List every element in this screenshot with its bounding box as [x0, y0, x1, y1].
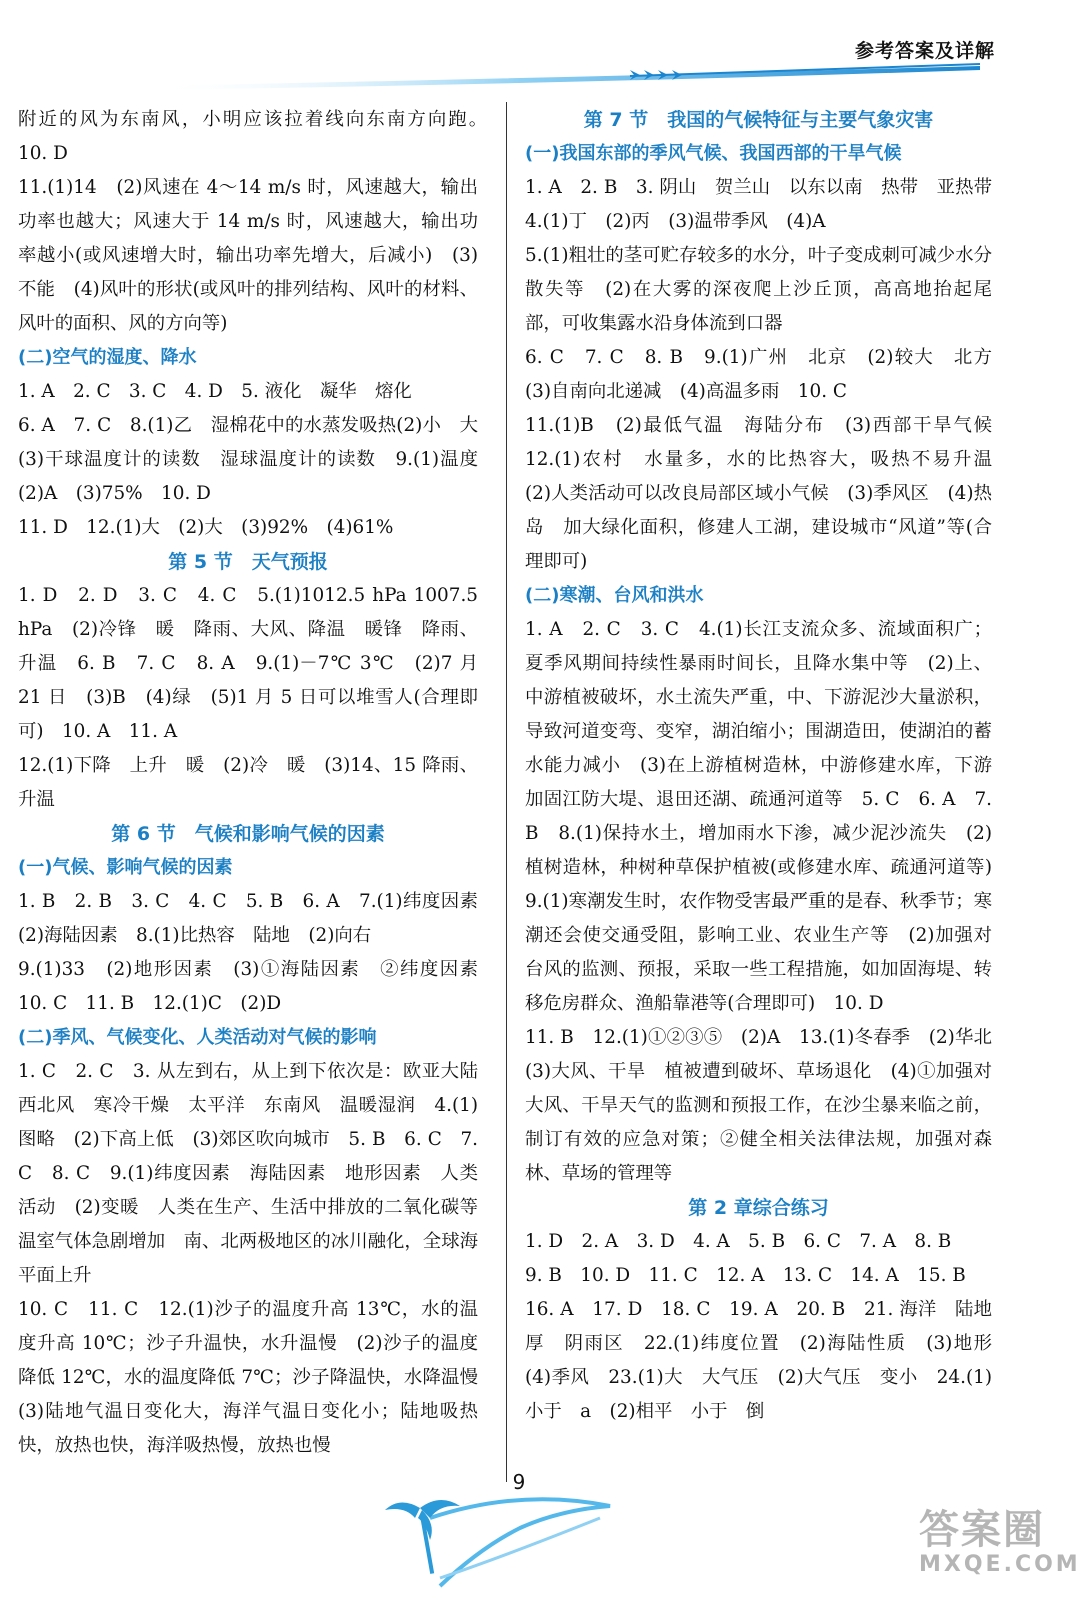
column-divider [506, 102, 507, 1482]
answer-paragraph: 附近的风为东南风，小明应该拉着线向东南方向跑。 10. D [18, 109, 497, 164]
answer-paragraph: 1. D 2. D 3. C 4. C 5.(1)1012.5 hPa 1007.5 hPa (2)冷锋 暖 降雨、大风、降温 暖锋 降雨、升温 6. B 7. C 8. A 9.(1)－7℃ 3℃ (2)7 月 21 日 (3)B (4)绿 (5)1 月 5 日可以堆雪人(合理即可) 10. A 11. A [18, 585, 478, 742]
answer-paragraph: 1. A 2. C 3. C 4. D 5. 液化 凝华 熔化 [18, 381, 412, 402]
answer-paragraph: 11.(1)14 (2)风速在 4～14 m/s 时，风速越大，输出功率也越大；风速大于 14 m/s 时，风速越大，输出功率越小(或风速增大时，输出功率先增大，后减小) (3)不能 (4)风叶的形状(或风叶的排列结构、风叶的材料、风叶的面积、风的方向等) [18, 177, 478, 334]
answer-paragraph: 1. A 2. B 3. 阴山 贺兰山 以东以南 热带 亚热带 4.(1)丁 (2)丙 (3)温带季风 (4)A [525, 177, 1011, 232]
answer-paragraph: 11. B 12.(1)①②③⑤ (2)A 13.(1)冬春季 (2)华北 (3)大风、干旱 植被遭到破坏、草场退化 (4)①加强对大风、干旱天气的监测和预报工作，在沙尘暴来临之前，制订有效的应急对策；②健全相关法律法规，加强对森林、草场的管理等 [525, 1027, 1011, 1184]
section-heading: 第 7 节 我国的气候特征与主要气象灾害 [583, 109, 934, 131]
header-title: 参考答案及详解 [854, 40, 995, 62]
page-header [0, 0, 1081, 96]
watermark-logo [919, 1507, 1081, 1592]
subsection-heading: (二)空气的湿度、降水 [18, 347, 197, 368]
section-heading: 第 5 节 天气预报 [168, 551, 328, 573]
answer-paragraph: 10. C 11. C 12.(1)沙子的温度升高 13℃，水的温度升高 10℃；沙子升温快，水升温慢 (2)沙子的温度降低 12℃，水的温度降低 7℃；沙子降温快，水降温慢 (3)陆地气温日变化大，海洋气温日变化小；陆地吸热快，放热也快，海洋吸热慢，放热也慢 [18, 1299, 497, 1456]
answer-paragraph: 9. B 10. D 11. C 12. A 13. C 14. A 15. B [525, 1265, 966, 1286]
section-heading: 第 2 章综合练习 [688, 1197, 829, 1219]
subsection-heading: (一)我国东部的季风气候、我国西部的干旱气候 [525, 143, 902, 164]
answer-paragraph: 5.(1)粗壮的茎可贮存较多的水分，叶子变成刺可减少水分散失等 (2)在大雾的深夜爬上沙丘顶，高高地抬起尾部，可收集露水沿身体流到口器 [525, 245, 992, 334]
answer-paragraph: 1. D 2. A 3. D 4. A 5. B 6. C 7. A 8. B [525, 1231, 952, 1252]
section-heading: 第 6 节 气候和影响气候的因素 [111, 823, 385, 845]
answer-paragraph: 11. D 12.(1)大 (2)大 (3)92% (4)61% [18, 517, 394, 538]
answer-paragraph: 16. A 17. D 18. C 19. A 20. B 21. 海洋 陆地 厚 阴雨区 22.(1)纬度位置 (2)海陆性质 (3)地形 (4)季风 23.(1)大 大气压 (2)大气压 变小 24.(1)小于 a (2)相平 小于 倒 [525, 1299, 1011, 1422]
answer-paragraph: 12.(1)下降 上升 暖 (2)冷 暖 (3)14、15 降雨、升温 [18, 755, 478, 810]
watermark-url: MXQE.COM [919, 1552, 1081, 1577]
answer-paragraph: 11.(1)B (2)最低气温 海陆分布 (3)西部干旱气候 12.(1)农村 水量多，水的比热容大，吸热不易升温 (2)人类活动可以改良局部区域小气候 (3)季风区 (4)热岛 加大绿化面积，修建人工湖，建设城市“风道”等(合理即可) [525, 415, 1011, 572]
subsection-heading: (二)寒潮、台风和洪水 [525, 585, 704, 606]
subsection-heading: (一)气候、影响气候的因素 [18, 857, 233, 878]
answer-paragraph: 6. C 7. C 8. B 9.(1)广州 北京 (2)较大 北方 (3)自南向北递减 (4)高温多雨 10. C [525, 347, 1011, 402]
answer-paragraph: 1. C 2. C 3. 从左到右，从上到下依次是：欧亚大陆 西北风 寒冷干燥 太平洋 东南风 温暖湿润 4.(1)图略 (2)下高上低 (3)郊区吹向城市 5. B 6. C 7. C 8. C 9.(1)纬度因素 海陆因素 地形因素 人类活动 (2)变暖 人类在生产、生活中排放的二氧化碳等温室气体急剧增加 南、北两极地区的冰川融化，全球海平面上升 [18, 1061, 497, 1286]
answer-paragraph: 1. A 2. C 3. C 4.(1)长江支流众多、流域面积广；夏季风期间持续性暴雨时间长，且降水集中等 (2)上、中游植被破坏，水土流失严重，中、下游泥沙大量淤积，导致河道变弯、变窄，湖泊缩小；围湖造田，使湖泊的蓄水能力减小 (3)在上游植树造林，中游修建水库，下游加固江防大堤、退田还湖、疏通河道等 5. C 6. A 7. B 8.(1)保持水土，增加雨水下渗，减少泥沙流失 (2)植树造林，种树种草保护植被(或修建水库、疏通河道等) 9.(1)寒潮发生时，农作物受害最严重的是春、秋季节；寒潮还会使交通受阻，影响工业、农业生产等 (2)加强对台风的监测、预报，采取一些工程措施，如加固海堤、转移危房群众、渔船靠港等(合理即可) 10. D [525, 619, 1011, 1014]
right-column [525, 103, 1011, 1429]
answer-paragraph: 1. B 2. B 3. C 4. C 5. B 6. A 7.(1)纬度因素 (2)海陆因素 8.(1)比热容 陆地 (2)向右 [18, 891, 497, 946]
answer-paragraph: 9.(1)33 (2)地形因素 (3)①海陆因素 ②纬度因素 10. C 11. B 12.(1)C (2)D [18, 959, 497, 1014]
answer-paragraph: 6. A 7. C 8.(1)乙 湿棉花中的水蒸发吸热(2)小 大 (3)干球温度计的读数 湿球温度计的读数 9.(1)温度 (2)A (3)75% 10. D [18, 415, 497, 504]
left-column [18, 103, 497, 1463]
watermark-text: 答案圈 [919, 1507, 1045, 1553]
subsection-heading: (二)季风、气候变化、人类活动对气候的影响 [18, 1027, 377, 1048]
page-number: 9 [512, 1470, 526, 1494]
